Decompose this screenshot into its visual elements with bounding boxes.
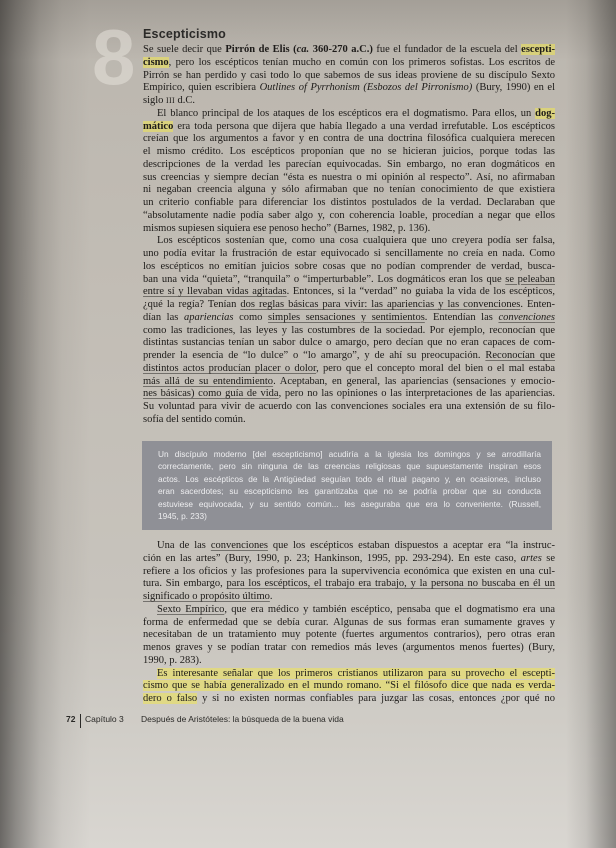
- text-segment: ca.: [296, 44, 310, 55]
- text-segment: sus creencias y siempre decían “ésta es nuestra o mi opinión al respecto”. Así, no afirmaban: [143, 171, 555, 183]
- underlined-text: Reconocían que: [485, 350, 555, 361]
- text-segment: Empírico, quien escribiera: [143, 82, 260, 94]
- text-segment: Una de las: [157, 540, 211, 551]
- text-segment: tura. Sin embargo,: [143, 578, 227, 590]
- text-line: [143, 655, 555, 668]
- text-segment: dían las: [143, 311, 184, 323]
- text-segment: Los escépticos sostenían que, como una cosa cualquiera que uno creyera podía ser falsa,: [157, 235, 555, 247]
- text-segment: fue el fundador de la escuela del: [372, 44, 522, 55]
- paragraph: [143, 108, 555, 236]
- quote-line: actos. Los escépticos de la Antigüedad seguían todo el ritual pagano y, en ocasiones, incluso: [158, 473, 541, 484]
- text-segment: se: [541, 552, 555, 564]
- highlighted-text: dero o falso: [143, 693, 198, 704]
- chapter-title: Después de Aristóteles: la búsqueda de la buena vida: [141, 714, 344, 724]
- text-line: [143, 325, 555, 338]
- text-line: [143, 566, 555, 579]
- underlined-text: distintos actos producían placer o dolor: [143, 362, 317, 374]
- quote-box: [142, 441, 552, 530]
- text-segment: (Bury, 1990) en el: [472, 82, 555, 94]
- text-line: [143, 401, 555, 414]
- text-line: [143, 274, 555, 287]
- text-segment: ni negaban creencia alguna y sólo afirmaban que no tenían conocimiento de que existiera: [143, 184, 555, 196]
- text-segment: y si no existen normas confiables para juzgar las cosas, entonces ¿por qué no: [197, 693, 555, 704]
- highlighted-text: escepti-: [521, 44, 555, 55]
- text-segment: necesitaban de un tratamiento muy potente (fuertes argumentos contrarios), pero otras eran: [143, 629, 555, 641]
- text-line: [143, 642, 555, 655]
- body-text-top: [143, 44, 555, 427]
- text-line: [143, 248, 555, 261]
- text-line: [143, 159, 555, 172]
- underlined-text: más allá de su entendimiento: [143, 375, 274, 387]
- text-segment: forma de enfermedad que se debía curar. Algunas de sus formas eran sumamente graves y: [143, 616, 555, 628]
- text-segment: artes: [520, 552, 542, 564]
- text-segment: creían que los argumentos a favor y en contra de una doctrina filosófica cualquiera merecen: [143, 133, 555, 145]
- text-segment: , pero que el concepto moral del bien o el mal estaba: [316, 362, 556, 374]
- text-segment: refiere a los oficios y las profesiones para la supervivencia económica que existen en una cul-: [143, 565, 555, 577]
- text-segment: menos graves y se podían tratar con remedios más leves (argumentos menos fuertes) (Bury,: [143, 642, 555, 653]
- highlighted-text: Es interesante señalar que los primeros cristianos utilizaron para su provecho el escepti-: [157, 667, 555, 679]
- text-segment: los escépticos no emitían juicios sobre cosas que no podían comprender de verdad, busca-: [143, 260, 555, 272]
- text-segment: como: [233, 311, 269, 323]
- underlined-text: nes básicas) como guía de vida: [143, 388, 279, 400]
- underlined-text: convenciones: [210, 540, 268, 551]
- text-line: [143, 578, 555, 591]
- footer-divider: [80, 714, 81, 728]
- text-line: [143, 299, 555, 312]
- text-segment: . Enten-: [520, 299, 555, 310]
- page-footer: [0, 713, 616, 729]
- text-segment: . Aceptaban, en general, las apariencias (sensaciones y emocio-: [273, 375, 555, 387]
- text-line: [143, 108, 555, 121]
- text-segment: III: [166, 96, 175, 105]
- text-line: [143, 376, 555, 389]
- paragraph: [143, 540, 555, 604]
- text-line: [143, 629, 555, 642]
- text-line: [143, 210, 555, 223]
- underlined-text: entre sí y llevaban vidas agitadas: [143, 286, 287, 298]
- text-segment: El blanco principal de los ataques de los escépticos era el dogmatismo. Para ellos, un: [157, 107, 536, 119]
- text-line: [143, 388, 555, 401]
- text-line: [143, 95, 555, 108]
- text-segment: descripciones de la verdad les parecían equivocadas. Sin embargo, no eran dogmáticos en: [143, 158, 555, 170]
- text-segment: 1990, p. 283).: [143, 654, 202, 666]
- section-title: Escepticismo: [143, 27, 226, 41]
- text-segment: que los escépticos estaban dispuestos a aceptar era “la instruc-: [267, 540, 555, 551]
- text-line: [143, 350, 555, 363]
- text-line: [143, 286, 555, 299]
- quote-line: eran sacerdotes; su escepticismo les garantizaba que no se podría probar que su conducta: [158, 486, 541, 497]
- text-line: [143, 414, 555, 427]
- text-line: [143, 312, 555, 325]
- underlined-text: para los escépticos, el trabajo era trabajo, y la persona no buscaba en él un: [226, 578, 555, 590]
- text-line: [143, 337, 555, 350]
- body-text-bottom: [143, 540, 555, 706]
- quote-line: Un discípulo moderno [del escepticismo] acudiría a la iglesia los domingos y se arrodillaría: [158, 449, 541, 459]
- section-number-marker: 8: [92, 13, 136, 101]
- quote-line: 1945, p. 233): [158, 511, 207, 522]
- text-segment: apariencias: [183, 311, 234, 323]
- text-segment: d.C.: [174, 95, 196, 106]
- text-line: [143, 591, 555, 604]
- text-line: [143, 146, 555, 159]
- text-segment: distintas sustancias tenían un sabor dulce o amargo, pero decían que no eran capaces de com-: [143, 337, 555, 349]
- text-segment: , pero no las opiniones o las interpretaciones de las apariencias.: [278, 388, 555, 400]
- text-line: [143, 133, 555, 146]
- text-segment: era toda persona que dijera que había llegado a una verdad irrefutable. Los escépticos: [173, 120, 555, 132]
- paragraph: [143, 44, 555, 108]
- highlighted-text: mático: [143, 120, 174, 132]
- text-line: [143, 184, 555, 197]
- quote-line: correctamente, pero sin ninguna de las creencias religiosas que supuestamente inspiran esos: [158, 461, 541, 472]
- text-segment: el mismo crédito. Los escépticos proponían que no se hicieran juicios, porque todas las: [143, 146, 555, 157]
- text-line: [143, 197, 555, 210]
- text-segment: .: [269, 591, 273, 602]
- text-segment: Outlines of Pyrrhonism (Esbozos del Pirronismo): [259, 82, 473, 94]
- text-line: [143, 617, 555, 630]
- chapter-label: Capítulo 3: [85, 714, 124, 724]
- page-number: 72: [66, 714, 76, 724]
- text-segment: ban una vida “quieta”, “tranquila” o “imperturbable”. Los dogmáticos eran los que: [143, 273, 506, 285]
- text-line: [143, 604, 555, 617]
- text-segment: prender la esencia de “lo dulce” o “lo amargo”, y de ahí su preocupación.: [143, 350, 486, 361]
- text-segment: “absolutamente nadie podía saber algo y, con coherencia loable, procedían a negar que ellos: [143, 209, 555, 221]
- text-line: [143, 363, 555, 376]
- paragraph: [143, 235, 555, 426]
- text-segment: un criterio confiable para diferenciar los distintos postulados de la verdad. Declaraban que: [143, 197, 555, 208]
- text-segment: uno podía evitar la frustración de estar equivocado si sencillamente no creía en nada. Como: [143, 248, 555, 259]
- text-segment: mismos supiesen siquiera ese penoso hecho” (Barnes, 1982, p. 136).: [143, 222, 431, 234]
- text-line: [143, 668, 555, 681]
- text-line: [143, 223, 555, 236]
- text-line: [143, 82, 555, 95]
- highlighted-text: cismo: [143, 56, 169, 68]
- underlined-text: se peleaban: [505, 273, 555, 285]
- text-segment: sofía del sentido común.: [143, 413, 246, 425]
- underlined-text: simples sensaciones y sentimientos: [268, 311, 425, 323]
- highlighted-text: cismo que se había generalizado en el mundo romano. “Si el filósofo dice que nada es verda-: [143, 680, 555, 692]
- text-line: [143, 540, 555, 553]
- text-line: [143, 553, 555, 566]
- underlined-text: convenciones: [498, 311, 555, 323]
- text-line: [143, 44, 555, 57]
- text-segment: ción en las artes” (Bury, 1990, p. 23; Hankinson, 1995, pp. 293-294). En este caso,: [143, 552, 521, 564]
- text-line: [143, 693, 555, 706]
- text-segment: . Entonces, si la “verdad” no guiaba la vida de los escépticos,: [286, 286, 555, 298]
- text-segment: Pirrón de Elis (: [225, 44, 297, 55]
- text-line: [143, 235, 555, 248]
- highlighted-text: dog-: [535, 107, 555, 119]
- text-segment: Su voluntad para vivir de acuerdo con las convenciones sociales era una extensión de su filo-: [143, 401, 555, 412]
- underlined-text: Sexto Empírico: [157, 603, 225, 615]
- underlined-text: significado o propósito último: [143, 591, 270, 602]
- text-line: [143, 680, 555, 693]
- text-segment: como las tradiciones, las leyes y las costumbres de la sociedad. Por ejemplo, reconocían que: [143, 324, 555, 336]
- paragraph: [143, 668, 555, 706]
- underlined-text: dos reglas básicas para vivir: las apariencias y las convenciones: [240, 299, 521, 310]
- text-segment: 360-270 a.C.): [309, 44, 373, 55]
- text-segment: , pero los escépticos tenían mucho en común con los primeros sofistas. Los escritos de: [168, 56, 555, 68]
- text-line: [143, 172, 555, 185]
- text-line: [143, 121, 555, 134]
- text-line: [143, 70, 555, 83]
- text-segment: . Entendían las: [424, 311, 499, 323]
- text-segment: , que era médico y también escéptico, pensaba que el dogmatismo era una: [224, 603, 555, 615]
- text-segment: Se suele decir que: [143, 44, 226, 55]
- text-segment: Pirrón se han perdido y casi todo lo que sabemos de sus ideas proviene de su discípulo Sexto: [143, 69, 555, 81]
- text-segment: siglo: [143, 95, 167, 106]
- quote-line: estuviese equivocada, y su sentido común... les aseguraba que era lo conveniente. (Russell,: [158, 498, 541, 509]
- paragraph: [143, 604, 555, 668]
- text-line: [143, 57, 555, 70]
- text-line: [143, 261, 555, 274]
- text-segment: ¿qué la regía? Tenían: [143, 299, 241, 310]
